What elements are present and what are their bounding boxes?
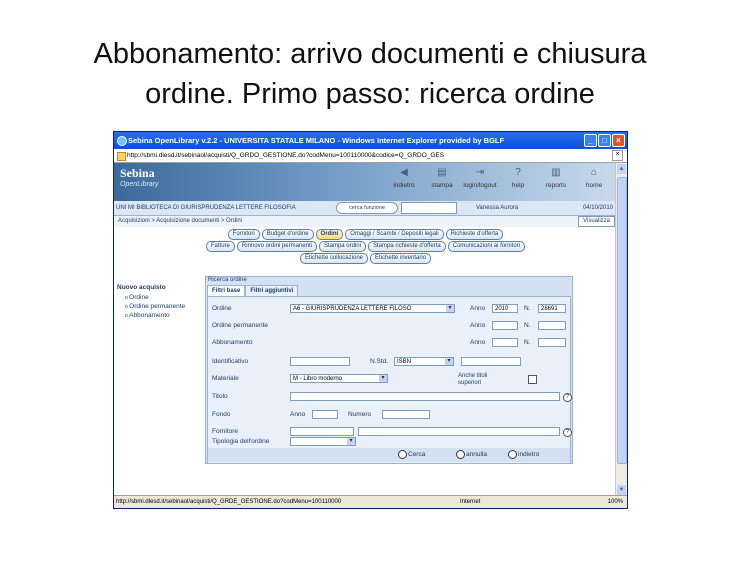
materiale-select[interactable]: M - Libro moderno ▾ [290,374,388,383]
logout-icon: ⇥ [475,167,485,178]
menu-budget[interactable]: Budget d'ordine [262,229,314,240]
nstd-input[interactable] [461,357,521,366]
zoom-level[interactable]: 100% [607,499,623,505]
menu-stampa-richieste[interactable]: Stampa richieste d'offerta [368,241,446,252]
toolbar [385,166,613,189]
library-name: UNI MI BIBLIOTECA DI GIURISPRUDENZA LETTERE FILOSOFIA [116,205,296,211]
tool-home[interactable] [575,166,613,189]
anno-ordine-input[interactable]: 2010 [492,304,518,313]
annulla-button[interactable] [456,450,487,459]
tool-login-logout[interactable] [461,166,499,189]
numero-ordine-permanente-input[interactable] [538,321,566,330]
label-anno: Anno [470,339,486,346]
tipologia-select[interactable] [290,437,356,446]
logo-main: Sebina [120,166,155,180]
tab-filtri-aggiuntivi[interactable]: Filtri aggiuntivi [245,285,298,297]
user-name: Vanessa Aurora [476,205,519,211]
cancel-icon [456,450,465,459]
help-icon: ? [515,167,521,178]
tool-label: indietro [393,182,415,189]
window-titlebar [114,132,627,149]
menu-rinnovo[interactable]: Rinnovo ordini permanenti [237,241,317,252]
fornitore-code-input[interactable] [290,427,354,436]
breadcrumb-text[interactable]: Acquisizioni > Acquisizione documenti > Ordini [118,218,243,224]
label-numero: Numero [348,411,372,418]
vertical-scrollbar[interactable] [615,163,627,496]
label-ordine: Ordine [212,305,232,312]
label-ordine-permanente: Ordine permanente [212,322,269,329]
status-bar [114,495,627,508]
menu-fornitori[interactable]: Fornitori [228,229,260,240]
menu-etichette-inventario[interactable]: Etichette inventario [370,253,431,264]
back-icon: ◀ [400,167,408,178]
ie-icon [117,136,127,146]
search-icon [398,450,407,459]
scroll-up-icon[interactable]: ▲ [618,166,625,172]
label-identificativo: Identificativo [212,358,249,365]
tool-reports[interactable] [537,166,575,189]
window-title: Sebina OpenLibrary v.2.2 - UNIVERSITA STATALE MILANO - Windows Internet Explorer provided by BGLF [128,136,505,145]
slide-title [0,34,740,114]
form-actions [208,448,570,462]
sidebar-item-abbonamento[interactable]: o Abbonamento [125,312,205,319]
label-n: N. [524,322,531,329]
label-anno: Anno [290,411,306,418]
label-fondo: Fondo [212,411,231,418]
tool-help[interactable] [499,166,537,189]
fondo-numero-input[interactable] [382,410,430,419]
identificativo-input[interactable] [290,357,350,366]
app-header [114,163,617,201]
label-titolo: Titolo [212,393,228,400]
indietro-button[interactable] [508,450,539,459]
scroll-down-icon[interactable]: ▼ [618,487,625,493]
minimize-button[interactable]: _ [584,134,597,147]
label-materiale: Materiale [212,375,239,382]
slide-title-line1: Abbonamento: arrivo documenti e chiusura [93,38,647,70]
menu-fatture[interactable]: Fatture [206,241,235,252]
page-icon [117,152,126,161]
menu-row-1 [114,229,617,240]
tab-filtri-base[interactable]: Filtri base [207,285,245,297]
label-n: N. [524,339,531,346]
sidebar-heading[interactable]: Nuovo acquisto [117,284,166,291]
panel-title: Ricerca ordine [208,277,247,283]
label-anno: Anno [470,305,486,312]
ordine-select[interactable]: A6 - GIURISPRUDENZA LETTERE FILOSO ▾ [290,304,455,313]
label-nstd: N.Std. [370,358,389,365]
menu-row-3 [114,253,617,264]
label-anche-titoli: Anche titoli superiori [458,373,488,386]
stop-icon[interactable]: × [612,150,623,161]
visualizza-button[interactable]: Visualizza [578,216,615,227]
fornitore-name-input[interactable] [358,427,560,436]
breadcrumb [114,216,617,227]
label-n: N. [524,305,531,312]
tool-label: home [585,182,603,189]
tool-label: help [511,182,525,189]
sidebar-item-ordine[interactable]: o Ordine [125,294,205,301]
printer-icon: ▤ [437,167,447,178]
back-icon [508,450,517,459]
menu-etichette-collocazione[interactable]: Etichette collocazione [300,253,368,264]
menu-richieste-offerta[interactable]: Richieste d'offerta [446,229,504,240]
cerca-label: Cerca [408,451,426,459]
search-panel [205,276,573,464]
slide-title-line2: ordine. Primo passo: ricerca ordine [145,78,595,110]
tool-label: login/logout [463,182,497,189]
tool-label: stampa [431,182,453,189]
address-bar[interactable] [114,149,627,163]
fornitore-help-icon[interactable]: ? [563,428,572,437]
info-bar [114,201,617,216]
function-search-button[interactable]: cerca funzione [336,202,398,214]
label-fornitore: Fornitore [212,428,239,435]
menu-row-2 [114,241,617,252]
cerca-button[interactable] [398,450,425,459]
menu-omaggi[interactable]: Omaggi / Scambi / Depositi legali [345,229,443,240]
numero-ordine-input[interactable]: 28691 [538,304,566,313]
numero-abbonamento-input[interactable] [538,338,566,347]
status-zone: Internet [460,499,481,505]
function-search-input[interactable] [401,202,457,214]
scrollbar-thumb[interactable] [617,177,627,464]
reports-icon: ▥ [551,167,561,178]
home-icon: ⌂ [590,167,598,178]
status-url: http://sbmi.dlesd.it/sebinaol/acquisti/Q_GRDE_GESTIONE.do?codMenu=100110000 [116,499,342,505]
titolo-input[interactable] [290,392,560,401]
nstd-select[interactable]: ISBN ▾ [394,357,454,366]
tool-stampa[interactable] [423,166,461,189]
page-content [114,163,617,496]
label-anno: Anno [470,322,486,329]
titolo-help-icon[interactable]: ? [563,393,572,402]
fondo-anno-input[interactable] [312,410,338,419]
sebina-logo [120,166,159,188]
current-date: 04/10/2010 [582,205,613,211]
menu-ordini[interactable]: Ordini [316,229,344,240]
sidebar [117,284,205,321]
tool-label: reports [545,182,567,189]
label-tipologia: Tipologia dell'ordine [212,438,270,445]
sidebar-item-ordine-permanente[interactable]: o Ordine permanente [125,303,205,310]
logo-sub: OpenLibrary [120,181,159,188]
tool-indietro[interactable] [385,166,423,189]
anno-ordine-permanente-input[interactable] [492,321,518,330]
browser-window [113,131,628,509]
close-window-button[interactable]: × [612,134,625,147]
menu-comunicazioni[interactable]: Comunicazioni ai fornitori [448,241,525,252]
search-form [207,296,571,464]
label-abbonamento: Abbonamento [212,339,253,346]
address-url[interactable]: http://sbmi.dlesd.it/sebinaol/acquisti/Q_GRDO_GESTIONE.do?codMenu=100110000&codice=Q_GRDO_GES [127,152,445,159]
annulla-label: annulla [466,451,487,459]
indietro-label: indietro [518,451,540,459]
anno-abbonamento-input[interactable] [492,338,518,347]
menu-stampa-ordini[interactable]: Stampa ordini [319,241,366,252]
maximize-button[interactable]: □ [598,134,611,147]
anche-titoli-checkbox[interactable] [528,375,537,384]
